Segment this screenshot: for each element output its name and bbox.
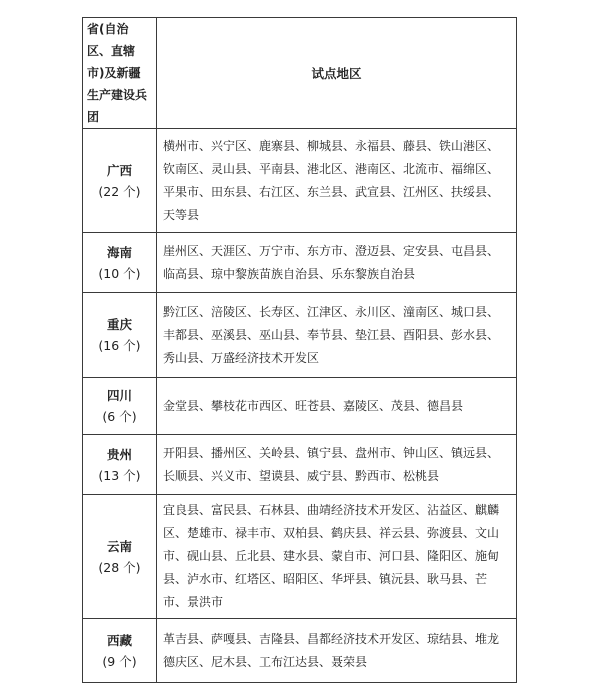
pilot-areas-cell: 崖州区、天涯区、万宁市、东方市、澄迈县、定安县、屯昌县、临高县、琼中黎族苗族自治县、乐东黎族自治县 bbox=[157, 233, 517, 293]
table-row bbox=[83, 435, 517, 495]
province-count: (16 个) bbox=[98, 338, 141, 353]
table-row bbox=[83, 619, 517, 683]
province-cell bbox=[83, 378, 157, 435]
province-name: 四川 bbox=[106, 388, 132, 403]
province-name: 广西 bbox=[106, 162, 132, 178]
province-cell bbox=[83, 495, 157, 619]
table-row bbox=[83, 378, 517, 435]
pilot-areas-cell: 开阳县、播州区、关岭县、镇宁县、盘州市、钟山区、镇远县、长顺县、兴义市、望谟县、威宁县、黔西市、松桃县 bbox=[157, 435, 517, 495]
pilot-areas-cell: 革吉县、萨嘎县、吉隆县、昌都经济技术开发区、琼结县、堆龙德庆区、尼木县、工布江达县、聂荣县 bbox=[157, 619, 517, 683]
pilot-areas-cell: 宜良县、富民县、石林县、曲靖经济技术开发区、沾益区、麒麟区、楚雄市、禄丰市、双柏县、鹤庆县、祥云县、弥渡县、文山市、砚山县、丘北县、建水县、蒙自市、河口县、隆阳区、施甸县、泸水市、红塔区、昭阳区、华坪县、镇沅县、耿马县、芒市、景洪市 bbox=[157, 495, 517, 619]
province-count: (28 个) bbox=[98, 559, 141, 575]
province-count: (22 个) bbox=[98, 183, 141, 199]
province-cell bbox=[83, 233, 157, 293]
table-row bbox=[83, 233, 517, 293]
table-row bbox=[83, 293, 517, 378]
table-header-row bbox=[83, 18, 517, 129]
province-cell bbox=[83, 129, 157, 233]
province-name: 西藏 bbox=[106, 632, 132, 648]
pilot-areas-cell: 黔江区、涪陵区、长寿区、江津区、永川区、潼南区、城口县、丰都县、巫溪县、巫山县、奉节县、垫江县、酉阳县、彭水县、秀山县、万盛经济技术开发区 bbox=[157, 293, 517, 378]
pilot-areas-cell: 金堂县、攀枝花市西区、旺苍县、嘉陵区、茂县、德昌县 bbox=[157, 378, 517, 435]
province-name: 贵州 bbox=[106, 446, 132, 462]
table-row bbox=[83, 495, 517, 619]
province-cell bbox=[83, 293, 157, 378]
province-cell bbox=[83, 435, 157, 495]
table-row bbox=[83, 129, 517, 233]
province-cell bbox=[83, 619, 157, 683]
pilot-area-table bbox=[82, 17, 517, 683]
province-count: (10 个) bbox=[98, 265, 141, 281]
province-count: (13 个) bbox=[98, 467, 141, 483]
pilot-areas-cell: 横州市、兴宁区、鹿寨县、柳城县、永福县、藤县、铁山港区、钦南区、灵山县、平南县、港北区、港南区、北流市、福绵区、平果市、田东县、右江区、东兰县、武宣县、江州区、扶绥县、天等县 bbox=[157, 129, 517, 233]
province-count: (9 个) bbox=[102, 653, 137, 669]
province-name: 重庆 bbox=[106, 317, 132, 332]
province-name: 海南 bbox=[106, 244, 132, 260]
header-areas: 试点地区 bbox=[157, 18, 517, 129]
province-count: (6 个) bbox=[102, 409, 137, 424]
province-name: 云南 bbox=[106, 538, 132, 554]
header-province: 省(自治区、直辖市)及新疆生产建设兵团 bbox=[83, 18, 157, 129]
